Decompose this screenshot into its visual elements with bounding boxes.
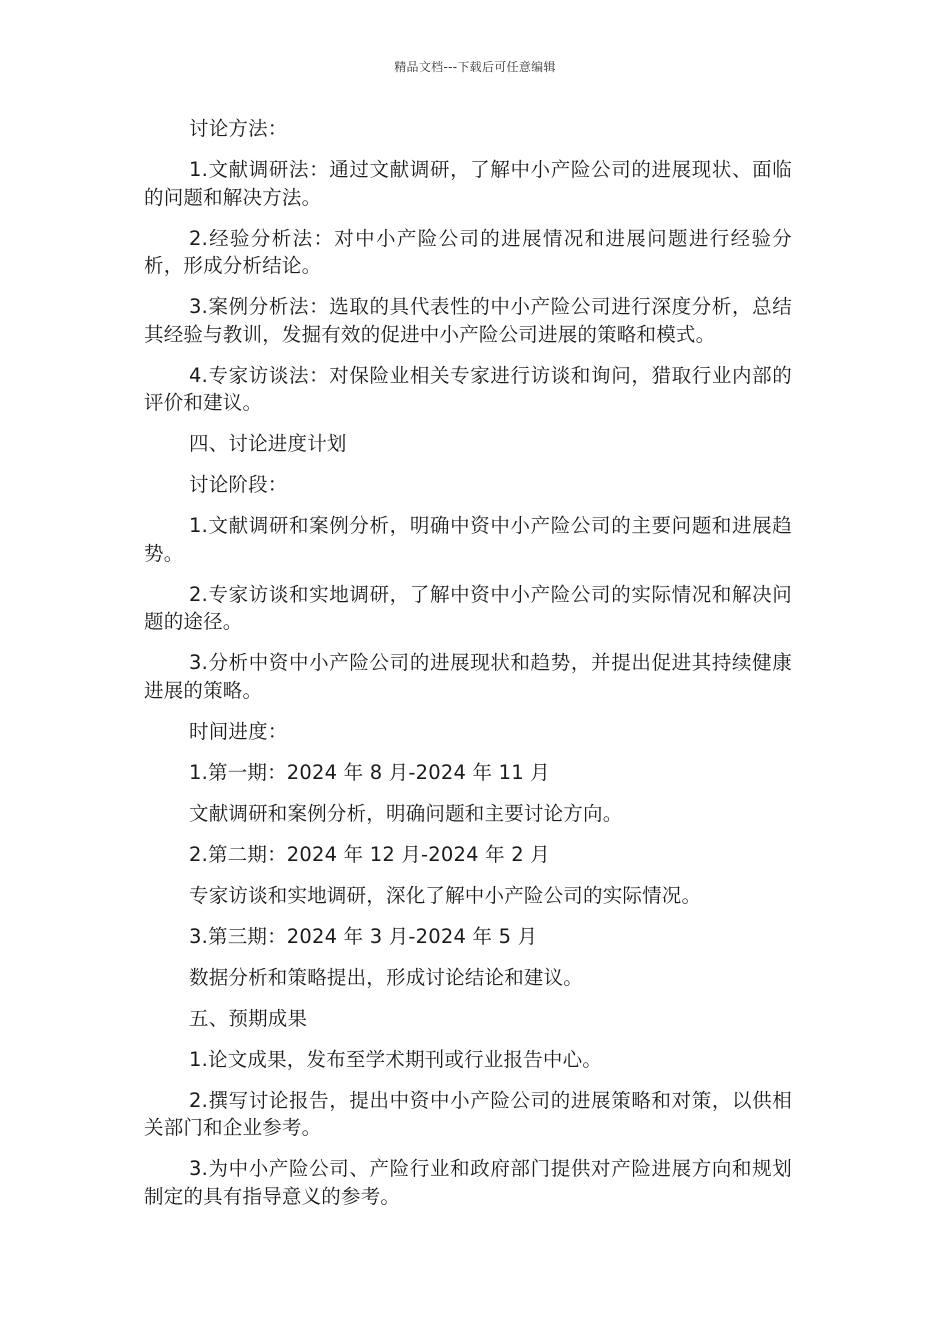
paragraph-method-expert: 4.专家访谈法：对保险业相关专家进行访谈和询问，猎取行业内部的评价和建议。	[144, 363, 792, 414]
section-heading-outcomes: 五、预期成果	[189, 1006, 308, 1030]
paragraph-stages-heading: 讨论阶段：	[189, 473, 288, 496]
paragraph-phase-3-desc: 数据分析和策略提出，形成讨论结论和建议。	[189, 965, 584, 989]
paragraph-method-literature: 1.文献调研法：通过文献调研，了解中小产险公司的进展现状、面临的问题和解决方法。	[144, 158, 792, 209]
paragraph-research-methods-heading: 讨论方法：	[189, 117, 288, 140]
paragraph-outcome-1: 1.论文成果，发布至学术期刊或行业报告中心。	[189, 1047, 603, 1071]
paragraph-phase-2: 2.第二期：2024 年 12 月-2024 年 2 月	[189, 842, 550, 866]
page-header: 精品文档---下载后可任意编辑	[394, 60, 556, 74]
paragraph-stage-1: 1.文献调研和案例分析，明确中资中小产险公司的主要问题和进展趋势。	[144, 514, 792, 565]
paragraph-stage-3: 3.分析中资中小产险公司的进展现状和趋势，并提出促进其持续健康进展的策略。	[144, 651, 792, 702]
paragraph-phase-3: 3.第三期：2024 年 3 月-2024 年 5 月	[189, 924, 538, 948]
paragraph-method-experience: 2.经验分析法：对中小产险公司的进展情况和进展问题进行经验分析，形成分析结论。	[144, 226, 792, 277]
document-body	[144, 115, 792, 1224]
paragraph-outcome-2: 2.撰写讨论报告，提出中资中小产险公司的进展策略和对策，以供相关部门和企业参考。	[144, 1088, 792, 1139]
paragraph-phase-1-desc: 文献调研和案例分析，明确问题和主要讨论方向。	[189, 801, 623, 825]
paragraph-phase-2-desc: 专家访谈和实地调研，深化了解中小产险公司的实际情况。	[189, 883, 702, 907]
paragraph-outcome-3: 3.为中小产险公司、产险行业和政府部门提供对产险进展方向和规划制定的具有指导意义的参考。	[144, 1157, 792, 1208]
paragraph-method-case: 3.案例分析法：选取的具代表性的中小产险公司进行深度分析，总结其经验与教训，发掘有效的促进中小产险公司进展的策略和模式。	[144, 295, 792, 346]
paragraph-stage-2: 2.专家访谈和实地调研，了解中资中小产险公司的实际情况和解决问题的途径。	[144, 582, 792, 633]
paragraph-phase-1: 1.第一期：2024 年 8 月-2024 年 11 月	[189, 760, 550, 784]
section-heading-schedule: 四、讨论进度计划	[189, 432, 347, 455]
paragraph-timeline-heading: 时间进度：	[189, 719, 288, 743]
